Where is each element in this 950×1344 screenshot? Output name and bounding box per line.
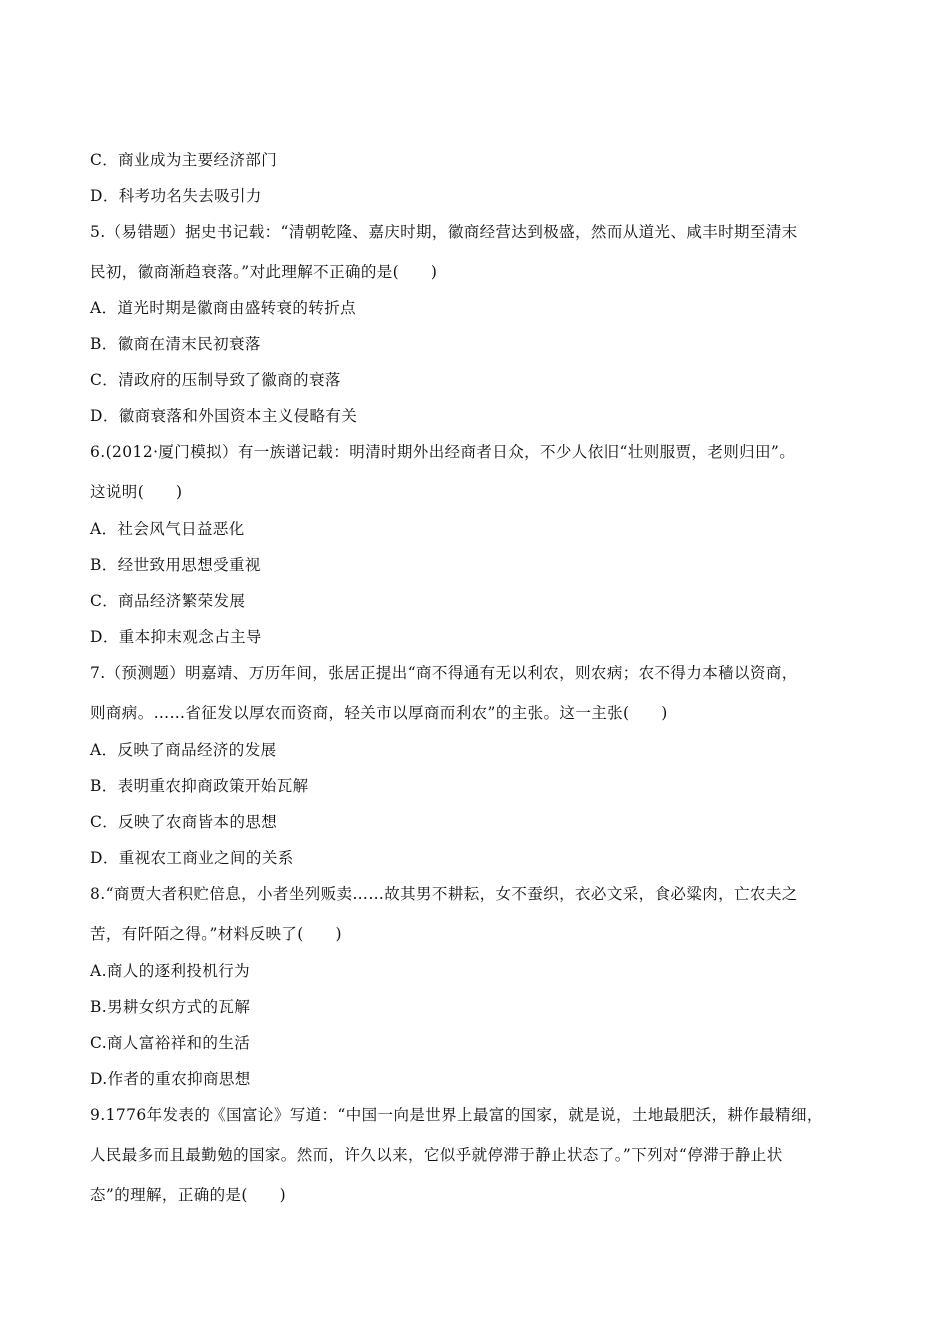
q5-option-a: A．道光时期是徽商由盛转衰的转折点 xyxy=(90,299,356,317)
q8-option-b: B.男耕女织方式的瓦解 xyxy=(90,998,251,1016)
q9-stem-line-2: 人民最多而且最勤勉的国家。然而，许久以来，它似乎就停滞于静止状态了。”下列对“停滞于静止状 xyxy=(90,1146,783,1164)
q8-option-c: C.商人富裕祥和的生活 xyxy=(90,1034,251,1052)
q7-stem-line-2: 则商病。……省征发以厚农而资商，轻关市以厚商而利农”的主张。这一主张( ) xyxy=(90,704,668,722)
q7-stem-line-1: 7.（预测题）明嘉靖、万历年间，张居正提出“商不得通有无以利农，则农病；农不得力本穑以资商， xyxy=(90,664,798,682)
q6-option-c: C．商品经济繁荣发展 xyxy=(90,592,246,610)
q6-option-b: B．经世致用思想受重视 xyxy=(90,556,261,574)
q9-stem-line-1: 9.1776年发表的《国富论》写道：“中国一向是世界上最富的国家，就是说，土地最肥沃，耕作最精细， xyxy=(90,1106,823,1124)
q7-option-a: A．反映了商品经济的发展 xyxy=(90,741,277,759)
q5-option-c: C．清政府的压制导致了徽商的衰落 xyxy=(90,371,341,389)
q8-stem-line-1: 8.“商贾大者积贮倍息，小者坐列贩卖……故其男不耕耘，女不蚕织，衣必文采，食必粱肉，亡农夫之 xyxy=(90,885,798,903)
q4-option-c: C．商业成为主要经济部门 xyxy=(90,151,278,169)
q8-option-a: A.商人的逐利投机行为 xyxy=(90,962,251,980)
q5-option-b: B．徽商在清末民初衰落 xyxy=(90,335,261,353)
q8-stem-line-2: 苦，有阡陌之得。”材料反映了( ) xyxy=(90,925,342,943)
q6-stem-line-2: 这说明( ) xyxy=(90,483,183,501)
q8-option-d: D.作者的重农抑商思想 xyxy=(90,1070,251,1088)
q5-stem-line-1: 5.（易错题）据史书记载：“清朝乾隆、嘉庆时期，徽商经营达到极盛，然而从道光、咸丰时期至清末 xyxy=(90,223,798,241)
q6-option-a: A．社会风气日益恶化 xyxy=(90,520,245,538)
q7-option-b: B．表明重农抑商政策开始瓦解 xyxy=(90,777,309,795)
q6-stem-line-1: 6.(2012·厦门模拟）有一族谱记载：明清时期外出经商者日众，不少人依旧“壮则服贾，老则归田”。 xyxy=(90,443,796,461)
q5-stem-line-2: 民初，徽商渐趋衰落。”对此理解不正确的是( ) xyxy=(90,263,438,281)
q7-option-d: D．重视农工商业之间的关系 xyxy=(90,849,294,867)
q5-option-d: D．徽商衰落和外国资本主义侵略有关 xyxy=(90,407,358,425)
q7-option-c: C．反映了农商皆本的思想 xyxy=(90,813,278,831)
q4-option-d: D．科考功名失去吸引力 xyxy=(90,187,262,205)
q6-option-d: D．重本抑末观念占主导 xyxy=(90,628,262,646)
q9-stem-line-3: 态”的理解，正确的是( ) xyxy=(90,1186,287,1204)
